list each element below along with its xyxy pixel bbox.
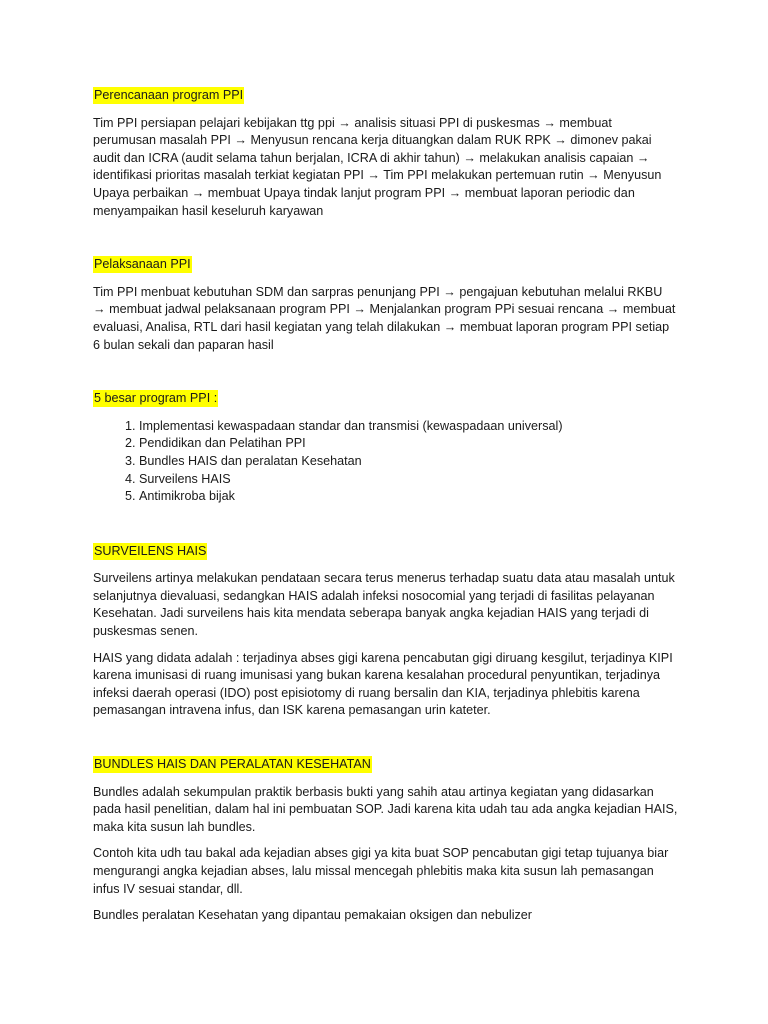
paragraph-pelaksanaan: Tim PPI menbuat kebutuhan SDM dan sarpras penunjang PPI → pengajuan kebutuhan melalui RKBU → membuat jadwal pelaksanaan program PPI → Menjalankan program PPi sesuai rencana → membuat evaluasi, Analisa, RTL dari hasil kegiatan yang telah dilakukan → membuat laporan program PPI setiap 6 bulan sekali dan paparan hasil bbox=[93, 284, 676, 352]
heading-lima-besar: 5 besar program PPI : bbox=[94, 391, 218, 406]
paragraph-bundles-1: Bundles adalah sekumpulan praktik berbasis bukti yang sahih atau artinya kegiatan yang didasarkan pada hasil penelitian, dalam hal ini pembuatan SOP. Jadi karena kita udah tau ada angka kejadian HAIS, maka kita susun lah bundles. bbox=[93, 784, 678, 834]
list-item: 3. Bundles HAIS dan peralatan Kesehatan bbox=[139, 453, 678, 471]
heading-surveilens: SURVEILENS HAIS bbox=[94, 543, 207, 558]
list-item: 1. Implementasi kewaspadaan standar dan transmisi (kewaspadaan universal) bbox=[139, 418, 678, 436]
list-item: 5. Antimikroba bijak bbox=[139, 488, 678, 506]
section-lima-besar bbox=[93, 390, 678, 506]
list-item: 4. Surveilens HAIS bbox=[139, 471, 678, 489]
program-list bbox=[93, 418, 678, 506]
section-bundles bbox=[93, 756, 678, 925]
list-item: 2. Pendidikan dan Pelatihan PPI bbox=[139, 435, 678, 453]
heading-bundles: BUNDLES HAIS DAN PERALATAN KESEHATAN bbox=[94, 757, 371, 772]
surveilens-body bbox=[93, 570, 678, 720]
bundles-body bbox=[93, 784, 678, 925]
section-pelaksanaan bbox=[93, 256, 678, 354]
paragraph-perencanaan: Tim PPI persiapan pelajari kebijakan ttg ppi → analisis situasi PPI di puskesmas → membuat perumusan masalah PPI → Menyusun rencana kerja dituangkan dalam RUK RPK → dimonev pakai audit dan ICRA (audit selama tahun berjalan, ICRA di akhir tahun) → melakukan analisis capaian → identifikasi prioritas masalah terkiat kegiatan PPI → Tim PPI melakukan pertemuan rutin → Menyusun Upaya perbaikan → membuat Upaya tindak lanjut program PPI → membuat laporan periodic dan menyampaikan hasil keseluruh karyawan bbox=[93, 115, 662, 218]
section-perencanaan bbox=[93, 87, 678, 220]
section-surveilens bbox=[93, 543, 678, 720]
paragraph-bundles-2: Contoh kita udh tau bakal ada kejadian abses gigi ya kita buat SOP pencabutan gigi tetap tujuanya biar mengurangi angka kejadian abses, lalu missal mencegah phlebitis maka kita susun lah pemasangan infus IV sesuai standar, dll. bbox=[93, 846, 669, 896]
paragraph-surveilens-1: Surveilens artinya melakukan pendataan secara terus menerus terhadap suatu data atau masalah untuk selanjutnya dievaluasi, sedangkan HAIS adalah infeksi nosocomial yang terjadi di fasilitas pelayanan Kesehatan. Jadi surveilens hais kita mendata seberapa banyak angka kejadian HAIS yang terjadi di puskesmas senen. bbox=[93, 571, 675, 639]
heading-perencanaan: Perencanaan program PPI bbox=[94, 88, 244, 102]
paragraph-surveilens-2: HAIS yang didata adalah : terjadinya abses gigi karena pencabutan gigi diruang kesgilut, terjadinya KIPI karena imunisasi di ruang imunisasi yang bukan karena kesalahan procedural penyuntikan, terjadinya infeksi daerah operasi (IDO) post episiotomy di ruang bersalin dan KIA, terjadinya phlebitis karena pemasangan intravena infus, dan ISK karena pemasangan urin kateter. bbox=[93, 650, 673, 718]
paragraph-bundles-3: Bundles peralatan Kesehatan yang dipantau pemakaian oksigen dan nebulizer bbox=[93, 908, 533, 923]
heading-pelaksanaan: Pelaksanaan PPI bbox=[94, 257, 191, 272]
